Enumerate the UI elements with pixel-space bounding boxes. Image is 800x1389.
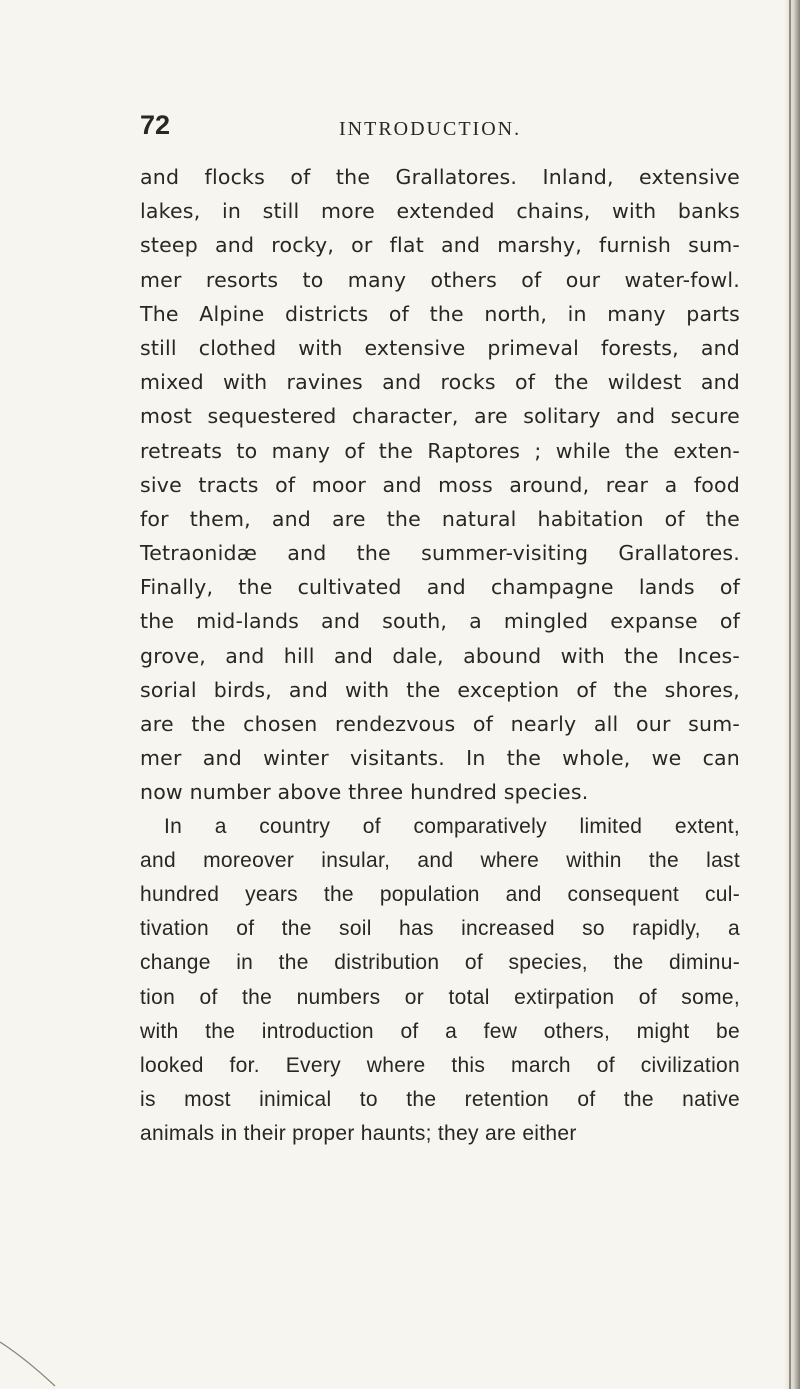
text-line: and flocks of the Grallatores. Inland, extensive <box>140 165 740 189</box>
text-line: the mid-lands and south, a mingled expanse of <box>140 609 740 634</box>
text-line: Finally, the cultivated and champagne lands of <box>140 575 740 600</box>
text-line: mixed with ravines and rocks of the wildest and <box>140 370 740 395</box>
text-line: is most inimical to the retention of the native <box>140 1088 740 1112</box>
text-line: still clothed with extensive primeval forests, and <box>140 335 740 360</box>
text-line: animals in their proper haunts; they are either <box>140 1122 577 1146</box>
text-line: Tetraonidæ and the summer-visiting Grallatores. <box>140 541 740 566</box>
text-line: In a country of comparatively limited extent, <box>164 814 740 838</box>
page-corner-crease <box>0 1340 60 1388</box>
page-edge-line <box>789 0 791 1389</box>
text-line: steep and rocky, or flat and marshy, furnish sum- <box>140 233 740 258</box>
text-line: mer resorts to many others of our water-fowl. <box>140 267 740 292</box>
page-edge-shadow <box>784 0 800 1389</box>
page-number: 72 <box>140 110 171 140</box>
text-line: retreats to many of the Raptores ; while the exten- <box>140 438 740 463</box>
text-line: most sequestered character, are solitary and secure <box>140 404 740 429</box>
text-line: tion of the numbers or total extirpation of some, <box>140 985 740 1009</box>
text-line: with the introduction of a few others, might be <box>140 1019 740 1043</box>
text-line: hundred years the population and consequent cul- <box>140 882 740 906</box>
text-line: grove, and hill and dale, abound with the Inces- <box>140 643 740 668</box>
text-line: sorial birds, and with the exception of the shores, <box>140 677 740 702</box>
text-line: looked for. Every where this march of civilization <box>140 1053 740 1077</box>
page-header <box>140 108 740 148</box>
text-line: and moreover insular, and where within the last <box>140 848 740 872</box>
text-line: tivation of the soil has increased so rapidly, a <box>140 917 740 941</box>
text-line: sive tracts of moor and moss around, rear a food <box>140 472 740 497</box>
text-line: The Alpine districts of the north, in many parts <box>140 301 740 326</box>
text-line: are the chosen rendezvous of nearly all our sum- <box>140 712 740 736</box>
body-text <box>140 160 740 1151</box>
text-line: mer and winter visitants. In the whole, we can <box>140 746 740 771</box>
text-line: for them, and are the natural habitation of the <box>140 506 740 531</box>
running-head: INTRODUCTION. <box>339 118 522 140</box>
text-line: change in the distribution of species, the diminu- <box>140 951 740 975</box>
text-line: lakes, in still more extended chains, with banks <box>140 199 740 224</box>
text-line: now number above three hundred species. <box>140 780 589 805</box>
